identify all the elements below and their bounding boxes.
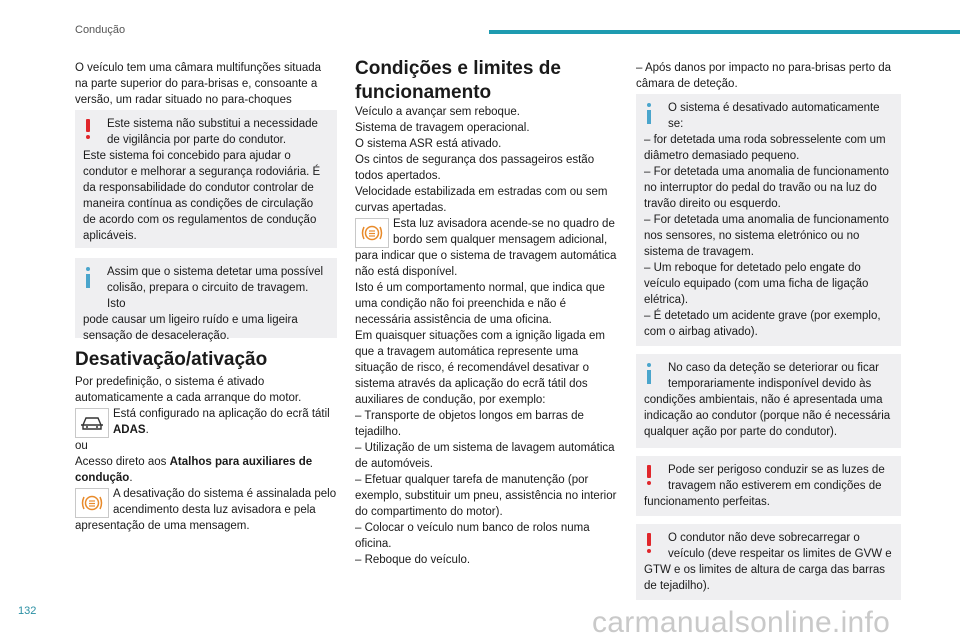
watermark-text: carmanualsonline.info (592, 606, 891, 639)
info-note-first: No caso da deteção se deteriorar ou ficar temporariamente indisponível devido às (668, 362, 879, 390)
deactivation-lamp-text: A desativação do sistema é assinalada pelo acendimento desta luz avisadora e pela (113, 488, 337, 516)
info-note-collision (75, 258, 337, 342)
example-item: – Reboque do veículo. (355, 554, 471, 566)
example-item: – Transporte de objetos longos em barras de tejadilho. (355, 410, 584, 438)
warning-exclamation-icon (644, 533, 654, 555)
shortcuts-label: Atalhos para auxiliares de condução (75, 456, 313, 484)
adas-label: ADAS (113, 424, 146, 436)
warning-note-rest: funcionamento perfeitas. (644, 496, 770, 508)
page-number: 132 (18, 605, 37, 617)
direct-access-text (75, 454, 337, 486)
section-heading-deactivation: Desativação/ativação (75, 349, 268, 370)
direct-access-end: . (129, 472, 133, 484)
intro-paragraph: O veículo tem uma câmara multifunções situada na parte superior do para-brisas e, consoante a versão, um radar situado no para-choques (75, 62, 322, 106)
example-item: – Utilização de um sistema de lavagem automática de automóveis. (355, 442, 615, 470)
windscreen-damage-item: – Após danos por impacto no para-brisas perto da câmara de deteção. (636, 62, 892, 90)
deactivation-item: – É detetado um acidente grave (por exemplo, com o airbag ativado). (644, 310, 881, 338)
deactivation-lamp-rest: apresentação de uma mensagem. (75, 520, 250, 532)
running-header: Condução (75, 24, 126, 36)
deactivation-item: – For detetada uma anomalia de funcionamento nos sensores, no sistema eletrónico ou no sistema de travagem. (644, 214, 889, 258)
condition-line: Os cintos de segurança dos passageiros estão todos apertados. (355, 154, 595, 182)
or-text: ou (75, 440, 88, 452)
warning-note-vigilance (75, 110, 337, 248)
info-i-icon (644, 363, 654, 385)
warning-note-rest: Este sistema foi concebido para ajudar o condutor e melhorar a segurança rodoviária. É da responsabilidade do condutor controlar de maneira contínua as condições de circulação de acordo com os regulamentos de condução aplicáveis. (83, 150, 321, 242)
condition-line: O sistema ASR está ativado. (355, 138, 502, 150)
conditions-list (355, 104, 618, 216)
warning-note-first: Pode ser perigoso conduzir se as luzes de travagem não estiverem em condições de (668, 464, 885, 492)
section-heading-conditions: Condições e limites de funcionamento (355, 58, 561, 103)
condition-line: Veículo a avançar sem reboque. (355, 106, 520, 118)
default-activation-paragraph: Por predefinição, o sistema é ativado automaticamente a cada arranque do motor. (75, 376, 302, 404)
warning-note-brake-lights (636, 456, 901, 516)
info-note-first: O sistema é desativado automaticamente se: (668, 102, 880, 130)
example-item: – Efetuar qualquer tarefa de manutenção (por exemplo, substituir um pneu, assistência no interior do compartimento do motor). (355, 474, 617, 518)
warning-note-first: O condutor não deve sobrecarregar o veículo (deve respeitar os limites de GVW e (668, 532, 892, 560)
info-i-icon (644, 103, 654, 125)
example-item: – Colocar o veículo num banco de rolos numa oficina. (355, 522, 590, 550)
warning-exclamation-icon (83, 119, 93, 141)
unavailable-lamp-text: Esta luz avisadora acende-se no quadro de bordo sem qualquer mensagem adicional, (393, 218, 615, 246)
warning-note-rest: GTW e os limites de altura de carga das barras de tejadilho). (644, 564, 885, 592)
car-config-text (75, 406, 337, 438)
info-note-first: Assim que o sistema detetar uma possível colisão, prepara o circuito de travagem. Isto (107, 266, 324, 310)
warning-exclamation-icon (644, 465, 654, 487)
info-note-detection (636, 354, 901, 448)
warning-note-overload (636, 524, 901, 600)
car-config-end: . (145, 424, 149, 436)
deactivation-item: – For detetada uma anomalia de funcionamento no interruptor do pedal do travão ou na luz do travão direito ou esquerdo. (644, 166, 889, 210)
car-config-label: Está configurado na aplicação do ecrã tátil (113, 408, 330, 420)
warning-note-first: Este sistema não substitui a necessidade de vigilância por parte do condutor. (107, 118, 318, 146)
deactivation-item: – Um reboque for detetado pelo engate do veículo equipado (com uma ficha de ligação elétrica). (644, 262, 869, 306)
normal-behaviour-paragraph: Isto é um comportamento normal, que indica que uma condição não foi preenchida e não é necessária assistência de uma oficina. (355, 282, 605, 326)
situations-paragraph: Em quaisquer situações com a ignição ligada em que a travagem automática represente uma situação de risco, é recomendável desativar o sistema através da aplicação do ecrã tátil dos auxiliares de condução, por exemplo: (355, 330, 605, 406)
info-i-icon (83, 267, 93, 289)
direct-access-label: Acesso direto aos (75, 456, 170, 468)
condition-line: Velocidade estabilizada em estradas com ou sem curvas apertadas. (355, 186, 608, 214)
info-note-rest: condições ambientais, não é apresentada uma indicação ao condutor (porque não é necessária qualquer ação por parte do condutor). (644, 394, 891, 438)
condition-line: Sistema de travagem operacional. (355, 122, 530, 134)
examples-list (355, 408, 618, 568)
unavailable-lamp-rest: para indicar que o sistema de travagem automática não está disponível. (355, 250, 617, 278)
info-note-rest: pode causar um ligeiro ruído e uma ligeira sensação de desaceleração. (83, 314, 298, 342)
deactivation-item: – for detetada uma roda sobresselente com um diâmetro demasiado pequeno. (644, 134, 886, 162)
info-note-auto-deactivation (636, 94, 901, 346)
header-accent-bar (489, 30, 960, 34)
